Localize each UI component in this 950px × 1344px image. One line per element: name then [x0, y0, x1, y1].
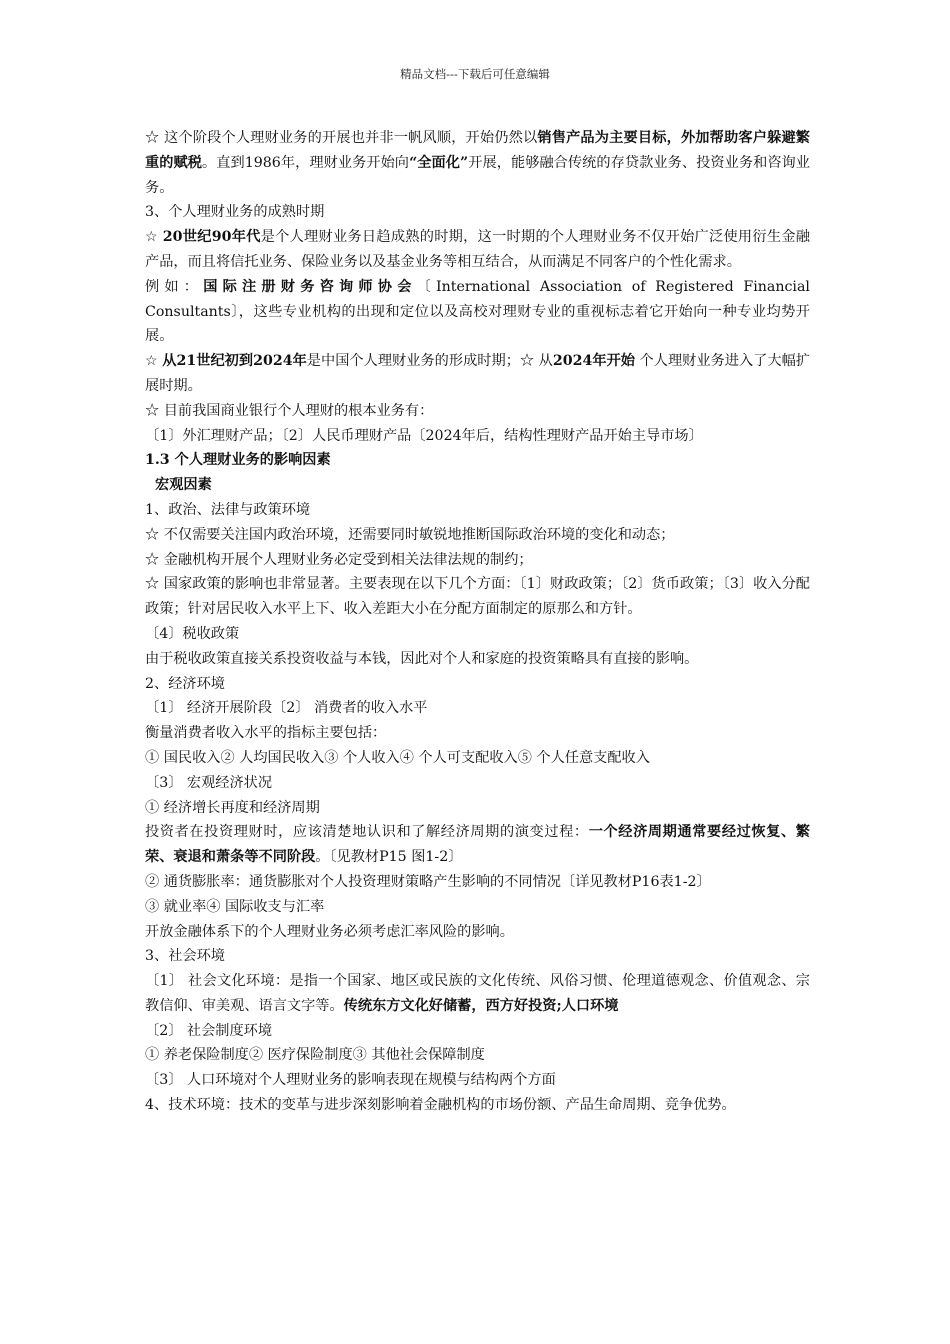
text-run: 〔1〕 社会文化环境：是指一个国家、地区或民族的文化传统、风俗习惯、伦理道德观念、价值观念、宗教信仰、审美观、语言文字等。	[145, 973, 810, 1014]
bold-text: 20世纪90年代	[162, 229, 261, 246]
text-run: 个人理财业务进入了大幅扩展时期。	[145, 353, 810, 394]
paragraph	[145, 920, 810, 945]
text-run: 。〔见教材P15 图1-2〕	[315, 849, 463, 866]
paragraph	[145, 1093, 810, 1118]
text-run: 2、经济环境	[145, 675, 225, 692]
text-run: 〔1〕外汇理财产品；〔2〕人民币理财产品〔2024年后，结构性理财产品开始主导市场〕	[145, 427, 703, 444]
paragraph	[145, 672, 810, 697]
text-run: 〔International Association of Registered Financial Consultants〕，这些专业机构的出现和定位以及高校对理财专业的重视标志着它开始向一种专业均势开展。	[145, 278, 810, 345]
paragraph	[145, 1068, 810, 1093]
paragraph	[145, 1043, 810, 1068]
text-run: ① 国民收入② 人均国民收入③ 个人收入④ 个人可支配收入⑤ 个人任意支配收入	[145, 749, 650, 766]
bold-text: 1.3 个人理财业务的影响因素	[145, 452, 331, 469]
paragraph	[145, 473, 810, 498]
paragraph	[145, 820, 810, 870]
text-run: 例如：	[145, 278, 204, 295]
bold-text: 2024年开始	[552, 353, 635, 370]
paragraph	[145, 548, 810, 573]
text-run: 衡量消费者收入水平的指标主要包括：	[145, 725, 387, 742]
paragraph	[145, 870, 810, 895]
document-body	[145, 126, 810, 1118]
bold-text: 一个经济周期通常要经过恢复、繁荣、衰退和萧条等不同阶段	[145, 824, 810, 866]
text-run: 〔1〕 经济开展阶段〔2〕 消费者的收入水平	[145, 700, 428, 717]
text-run: 是中国个人理财业务的形成时期；☆ 从	[306, 353, 553, 370]
text-run: 。直到1986年，理财业务开始向	[201, 154, 410, 171]
text-run: 3、个人理财业务的成熟时期	[145, 204, 325, 221]
bold-text: 宏观因素	[155, 477, 212, 494]
paragraph	[145, 523, 810, 548]
text-run: ② 通货膨胀率：通货膨胀对个人投资理财策略产生影响的不同情况〔详见教材P16表1-2〕	[145, 873, 711, 890]
paragraph	[145, 200, 810, 225]
paragraph	[145, 399, 810, 424]
paragraph	[145, 746, 810, 771]
text-run: ☆ 金融机构开展个人理财业务必定受到相关法律法规的制约；	[145, 551, 533, 568]
paragraph	[145, 126, 810, 200]
text-run: 是个人理财业务日趋成熟的时期，这一时期的个人理财业务不仅开始广泛使用衍生金融产品，而且将信托业务、保险业务以及基金业务等相互结合，从而满足不同客户的个性化需求。	[145, 229, 810, 270]
paragraph	[145, 572, 810, 622]
paragraph	[145, 622, 810, 647]
bold-text: “全面化”	[409, 154, 469, 171]
text-run: 由于税收政策直接关系投资收益与本钱，因此对个人和家庭的投资策略具有直接的影响。	[145, 650, 699, 667]
paragraph	[145, 696, 810, 721]
paragraph	[145, 275, 810, 349]
text-run: 〔2〕 社会制度环境	[145, 1022, 273, 1039]
bold-text: 传统东方文化好储蓄，西方好投资;人口环境	[343, 997, 619, 1014]
text-run: ③ 就业率④ 国际收支与汇率	[145, 898, 325, 915]
page-header: 精品文档---下载后可任意编辑	[400, 67, 550, 81]
text-run: 〔3〕 人口环境对个人理财业务的影响表现在规模与结构两个方面	[145, 1072, 556, 1089]
paragraph	[145, 498, 810, 523]
bold-text: 从21世纪初到2024年	[162, 353, 307, 370]
text-run: 3、社会环境	[145, 948, 225, 965]
paragraph	[145, 944, 810, 969]
text-run: ☆ 这个阶段个人理财业务的开展也并非一帆风顺，开始仍然以	[145, 130, 538, 146]
paragraph	[145, 1019, 810, 1044]
text-run: 开放金融体系下的个人理财业务必须考虑汇率风险的影响。	[145, 923, 514, 940]
paragraph	[145, 721, 810, 746]
paragraph	[145, 225, 810, 275]
text-run: ① 经济增长再度和经济周期	[145, 799, 320, 816]
paragraph	[145, 771, 810, 796]
text-run: 1、政治、法律与政策环境	[145, 501, 311, 518]
text-run: 开展，能够融合传统的存贷款业务、投资业务和咨询业务。	[145, 154, 810, 196]
paragraph	[145, 448, 810, 473]
text-run: 〔4〕税收政策	[145, 625, 240, 642]
paragraph	[145, 969, 810, 1019]
text-run: 4、技术环境：技术的变革与进步深刻影响着金融机构的市场份额、产品生命周期、竞争优势。	[145, 1097, 736, 1114]
paragraph	[145, 895, 810, 920]
text-run: ☆ 目前我国商业银行个人理财的根本业务有：	[145, 402, 434, 419]
text-run: ① 养老保险制度② 医疗保险制度③ 其他社会保障制度	[145, 1047, 485, 1064]
text-run: ☆ 不仅需要关注国内政治环境，还需要同时敏锐地推断国际政治环境的变化和动态；	[145, 526, 675, 543]
text-run: 投资者在投资理财时，应该清楚地认识和了解经济周期的演变过程：	[145, 824, 589, 841]
text-run: ☆ 国家政策的影响也非常显著。主要表现在以下几个方面：〔1〕财政政策；〔2〕货币政策；〔3〕收入分配政策；针对居民收入水平上下、收入差距大小在分配方面制定的原那么和方针。	[145, 576, 810, 618]
text-run: 〔3〕 宏观经济状况	[145, 774, 273, 791]
paragraph	[145, 796, 810, 821]
bold-text: 国际注册财务咨询师协会	[203, 278, 417, 295]
text-run: ☆	[145, 353, 163, 370]
paragraph	[145, 647, 810, 672]
bold-text: 销售产品为主要目标，外加帮助客户躲避繁重的赋税	[145, 130, 810, 171]
paragraph	[145, 349, 810, 399]
text-run: ☆	[145, 229, 163, 246]
paragraph	[145, 424, 810, 449]
